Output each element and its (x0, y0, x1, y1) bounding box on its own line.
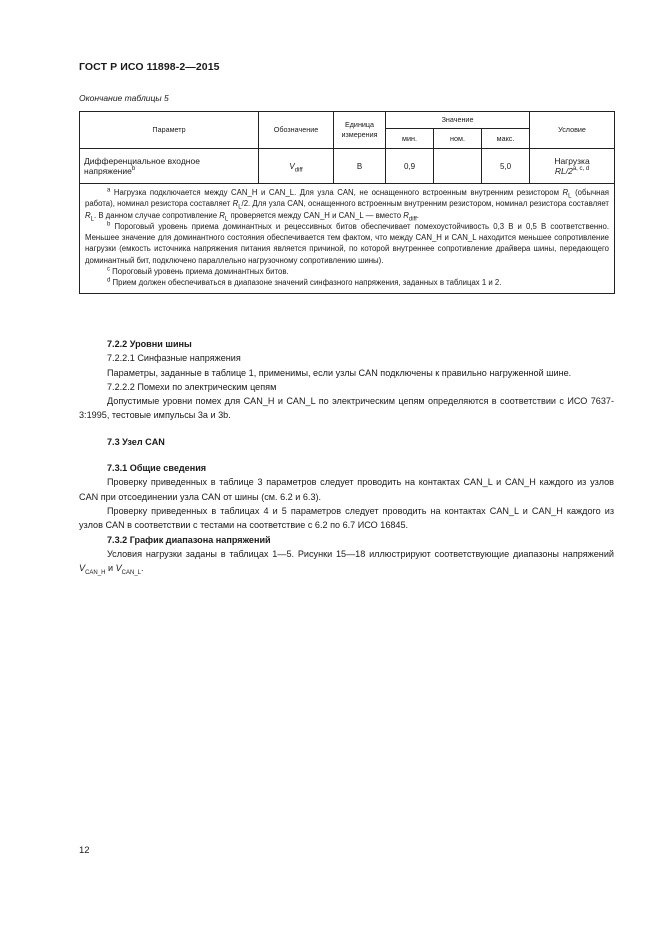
footnote-a: $^a$ Нагрузка подключается между CAN_H и CAN_L. Для узла CAN, не оснащенного встроенным внутренним резистором $R_L$ (обычная работа), номинал резистора составляет $R_L/2$. Для узла CAN, оснащенного встроенным внутренним резистором, номинал резистора составляет $R_L$. В данном случае сопротивление $R_L$ проверяется между CAN_H и CAN_L — вместо $R_{diff}$. (85, 187, 610, 223)
row-param: Дифференциальное входное напряжение$^b$ (80, 149, 259, 184)
header-min: мин. (386, 129, 434, 149)
header-unit: Единица измерения (334, 112, 386, 149)
section-7-2-2-title: 7.2.2 Уровни шины (107, 339, 192, 349)
table-footnotes-row (80, 184, 615, 294)
section-7-3-1-para-1: Проверку приведенных в таблице 3 параметров следует проводить на контактах CAN_L и CAN_H каждого из узлов CAN при отсоединении узла CAN от шины (см. 6.2 и 6.3). (79, 477, 614, 502)
table-row (80, 149, 615, 184)
footnote-d: $^d$ Прием должен обеспечиваться в диапазоне значений синфазного напряжения, заданных в таблицах 1 и 2. (107, 277, 502, 288)
header-param: Параметр (80, 112, 259, 149)
row-nom (434, 149, 482, 184)
section-7-2-2-1-text: Параметры, заданные в таблице 1, применимы, если узлы CAN подключены к правильно нагруженной шине. (107, 367, 572, 378)
main-text (79, 337, 614, 575)
section-7-3-1-para-2: Проверку приведенных в таблицах 4 и 5 параметров следует проводить на контактах CAN_L и CAN_H каждого из узлов CAN в соответствии с тестами на соответствие с 6.2 по 6.7 ИСО 16845. (79, 505, 614, 531)
header-symbol: Обозначение (259, 112, 334, 149)
section-7-3-2-text: Условия нагрузки заданы в таблицах 1—5. Рисунки 15—18 иллюстрируют соответствующие диапазоны напряжений $V_{CAN\_H}$ и $V_{CAN\_L}$. (79, 548, 614, 576)
row-condition: Нагрузка RL/2$^{a, c, d}$ (530, 149, 615, 184)
header-nom: ном. (434, 129, 482, 149)
section-7-2-2-2-text: Допустимые уровни помех для CAN_H и CAN_L по электрическим цепям определяются в соответствии с ИСО 7637-3:1995, тестовые импульсы 3a и 3b. (79, 396, 614, 421)
footnote-b: $^b$ Пороговый уровень приема доминантных и рецессивных битов обеспечивает помехоустойчивость 0,3 В и 0,5 В соответственно. Меньшее значение для доминантного состояния обеспечивается тем фактом, что между CAN_H и CAN_L находится меньшее сопротивление нагрузки (емкость источника напряжения питания является причиной, по которой внутреннее сопротивление драйвера шины, передающего доминантный бит, подключено параллельно нагрузочному сопротивлению шины). (85, 221, 610, 265)
document-header: ГОСТ Р ИСО 11898-2—2015 (79, 61, 220, 73)
section-7-3-1-title: 7.3.1 Общие сведения (107, 463, 207, 474)
row-unit: В (334, 149, 386, 184)
page-number: 12 (79, 845, 90, 856)
parameters-table (79, 111, 615, 294)
section-7-2-2-2-title: 7.2.2.2 Помехи по электрическим цепям (107, 381, 277, 392)
footnote-c: $^c$ Пороговый уровень приема доминантных битов. (107, 266, 289, 277)
table-footnotes (80, 184, 615, 294)
row-symbol: $V_{diff}$ (259, 149, 334, 184)
header-condition: Условие (530, 112, 615, 149)
header-max: макс. (482, 129, 530, 149)
table-header-row (80, 112, 615, 129)
section-7-2-2-1-title: 7.2.2.1 Синфазные напряжения (107, 353, 241, 364)
section-7-3-title: 7.3 Узел CAN (107, 436, 165, 447)
table-caption: Окончание таблицы 5 (79, 93, 169, 103)
row-max: 5,0 (482, 149, 530, 184)
header-value: Значение (386, 112, 530, 129)
section-7-3-2-title: 7.3.2 График диапазона напряжений (107, 534, 271, 545)
row-min: 0,9 (386, 149, 434, 184)
